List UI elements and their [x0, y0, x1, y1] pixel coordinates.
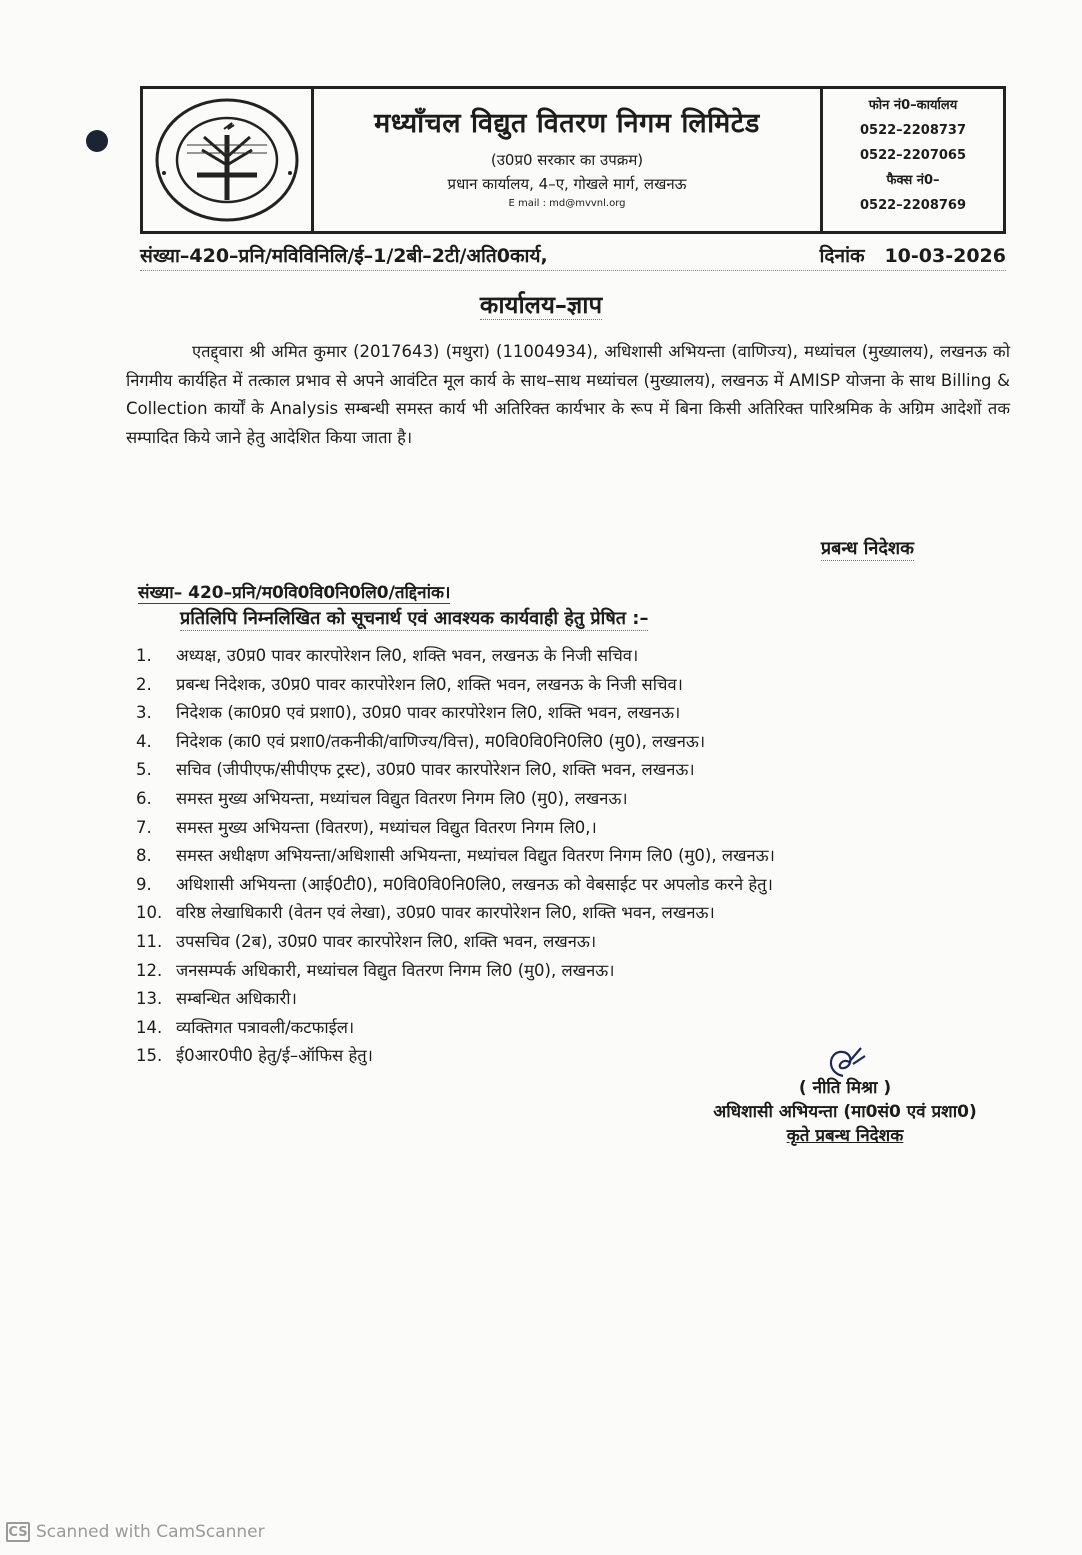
list-item — [136, 871, 996, 900]
list-item — [136, 785, 996, 814]
item-number: 11. — [136, 931, 163, 951]
signature-block — [690, 1042, 1000, 1148]
item-text: अध्यक्ष, उ0प्र0 पावर कारपोरेशन लि0, शक्ति भवन, लखनऊ के निजी सचिव। — [176, 646, 639, 665]
signatory-designation: अधिशासी अभियन्ता (मा0सं0 एवं प्रशा0) — [713, 1102, 977, 1122]
phone-label: फोन नं0–कार्यालय — [868, 98, 958, 113]
document-title-wrap — [0, 288, 1082, 321]
camscanner-logo-icon: CS — [6, 1522, 30, 1542]
item-text: समस्त मुख्य अभियन्ता (वितरण), मध्यांचल विद्युत वितरण निगम लि0,। — [176, 817, 597, 837]
phone-number: 0522–2208737 — [860, 123, 966, 138]
phone-number: 0522–2207065 — [860, 148, 966, 163]
list-item — [136, 699, 996, 728]
item-number: 5. — [136, 760, 152, 780]
order-body: एतद्द्वारा श्री अमित कुमार (2017643) (मथुरा) (11004934), अधिशासी अभियन्ता (वाणिज्य), मध्यांचल (मुख्यालय), लखनऊ को निगमीय कार्यहित में तत्काल प्रभाव से अपने आवंटित मूल कार्य के साथ–साथ मध्यांचल (मुख्यालय), लखनऊ में AMISP योजना के साथ Billing & Collection कार्यों के Analysis सम्बन्धी समस्त कार्य भी अतिरिक्त कार्यभार के रूप में बिना किसी अतिरिक्त पारिश्रमिक के अग्रिम आदेशों तक सम्पादित किये जाने हेतु आदेशित किया जाता है। — [126, 342, 1010, 447]
list-item — [136, 728, 996, 757]
logo-cell — [143, 89, 314, 231]
item-number: 9. — [136, 874, 152, 894]
list-item — [136, 928, 996, 957]
item-text: सचिव (जीपीएफ/सीपीएफ ट्रस्ट), उ0प्र0 पावर कारपोरेशन लि0, शक्ति भवन, लखनऊ। — [176, 760, 695, 780]
organization-address: प्रधान कार्यालय, 4–ए, गोखले मार्ग, लखनऊ — [447, 175, 687, 193]
item-number: 4. — [136, 731, 152, 751]
item-number: 13. — [136, 989, 163, 1009]
reference-number: संख्या–420–प्रनि/मविविनिलि/ई–1/2बी–2टी/अति0कार्य, — [140, 245, 548, 267]
item-text: सम्बन्धित अधिकारी। — [176, 989, 297, 1009]
signatory-name: ( नीति मिश्रा ) — [798, 1078, 892, 1098]
letterhead — [140, 86, 1006, 234]
signatory-managing-director: प्रबन्ध निदेशक — [820, 538, 914, 559]
item-text: अधिशासी अभियन्ता (आई0टी0), म0वि0वि0नि0लि0, लखनऊ को वेबसाईट पर अपलोड करने हेतु। — [176, 874, 773, 894]
item-number: 10. — [136, 903, 163, 923]
punch-hole — [86, 130, 108, 152]
item-text: समस्त मुख्य अभियन्ता, मध्यांचल विद्युत वितरण निगम लि0 (मु0), लखनऊ। — [176, 788, 628, 808]
organization-email: E mail : md@mvvnl.org — [508, 198, 626, 209]
copy-reference: संख्या– 420–प्रनि/म0वि0वि0नि0लि0/तद्दिनांक। — [138, 580, 450, 604]
reference-date — [820, 242, 1006, 268]
item-text: निदेशक (का0प्र0 एवं प्रशा0), उ0प्र0 पावर कारपोरेशन लि0, शक्ति भवन, लखनऊ। — [176, 703, 681, 723]
letterhead-center — [314, 89, 823, 231]
contact-block — [823, 89, 1003, 231]
item-number: 3. — [136, 703, 152, 723]
fax-label: फैक्स नं0– — [886, 173, 940, 188]
item-text: उपसचिव (2ब), उ0प्र0 पावर कारपोरेशन लि0, शक्ति भवन, लखनऊ। — [176, 931, 597, 951]
list-item — [136, 985, 996, 1014]
item-text: प्रबन्ध निदेशक, उ0प्र0 पावर कारपोरेशन लि0, शक्ति भवन, लखनऊ के निजी सचिव। — [176, 674, 683, 694]
fax-number: 0522–2208769 — [860, 198, 966, 213]
item-text: निदेशक (का0 एवं प्रशा0/तकनीकी/वाणिज्य/वित्त), म0वि0वि0नि0लि0 (मु0), लखनऊ। — [176, 731, 706, 751]
item-number: 12. — [136, 960, 163, 980]
item-number: 2. — [136, 674, 152, 694]
company-seal-icon — [152, 95, 302, 225]
date-label: दिनांक — [819, 245, 865, 267]
date-value: 10-03-2026 — [884, 245, 1006, 267]
list-item — [136, 1014, 996, 1043]
organization-name: मध्यॉंचल विद्युत वितरण निगम लिमिटेड — [374, 108, 760, 139]
copy-list — [136, 642, 996, 1071]
list-item — [136, 899, 996, 928]
list-item — [136, 842, 996, 871]
item-text: समस्त अधीक्षण अभियन्ता/अधिशासी अभियन्ता, मध्यांचल विद्युत वितरण निगम लि0 (मु0), लखनऊ। — [176, 846, 775, 866]
item-number: 6. — [136, 788, 152, 808]
list-item — [136, 814, 996, 843]
list-item — [136, 957, 996, 986]
signatory-on-behalf: कृते प्रबन्ध निदेशक — [786, 1126, 904, 1146]
item-number: 1. — [136, 646, 152, 665]
item-text: व्यक्तिगत पत्रावली/कटफाईल। — [176, 1017, 355, 1037]
item-text: वरिष्ठ लेखाधिकारी (वेतन एवं लेखा), उ0प्र0 पावर कारपोरेशन लि0, शक्ति भवन, लखनऊ। — [176, 903, 715, 923]
reference-line — [140, 242, 1006, 271]
list-item — [136, 642, 996, 671]
watermark-text: Scanned with CamScanner — [36, 1522, 265, 1542]
list-item — [136, 671, 996, 700]
item-number: 14. — [136, 1017, 163, 1037]
copy-intro: प्रतिलिपि निम्नलिखित को सूचनार्थ एवं आवश्यक कार्यवाही हेतु प्रेषित :– — [180, 608, 649, 629]
item-number: 7. — [136, 817, 152, 837]
item-text: ई0आर0पी0 हेतु/ई–ऑफिस हेतु। — [176, 1046, 373, 1066]
item-text: जनसम्पर्क अधिकारी, मध्यांचल विद्युत वितरण निगम लि0 (मु0), लखनऊ। — [176, 960, 615, 980]
organization-subtitle: (उ0प्र0 सरकार का उपक्रम) — [490, 151, 644, 169]
document-title: कार्यालय–ज्ञाप — [479, 291, 603, 319]
list-item — [136, 756, 996, 785]
item-number: 15. — [136, 1046, 163, 1066]
camscanner-watermark — [6, 1522, 265, 1542]
item-number: 8. — [136, 846, 152, 866]
